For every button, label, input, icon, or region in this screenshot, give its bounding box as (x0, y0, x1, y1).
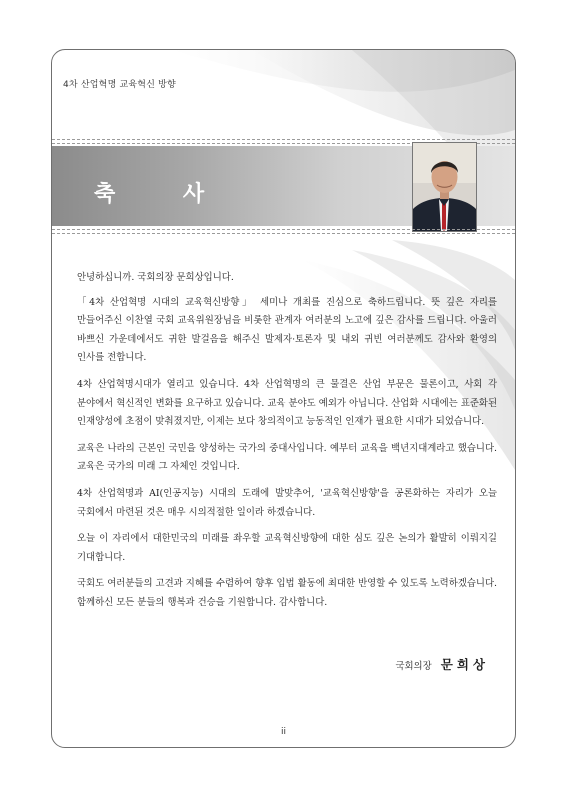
paragraph: 교육은 나라의 근본인 국민을 양성하는 국가의 중대사입니다. 예부터 교육을 백년지대계라고 했습니다. 교육은 국가의 미래 그 자체인 것입니다. (77, 442, 497, 473)
divider (52, 229, 515, 230)
divider (52, 233, 515, 234)
signature (395, 654, 489, 673)
page-frame (51, 49, 516, 748)
paragraph: 4차 산업혁명시대가 열리고 있습니다. 4차 산업혁명의 큰 물결은 산업 부문은 물론이고, 사회 각 분야에서 혁신적인 변화를 요구하고 있습니다. 교육 분야도 예외가 아닙니다. 산업화 시대에는 표준화된 인재양성에 초점이 맞춰졌지만, 이제는 보다 창의적이고 능동적인 인재가 필요한 시대가 되었습니다. (77, 378, 497, 428)
portrait-photo-icon (412, 142, 477, 232)
section-title: 축 사 (94, 182, 235, 207)
paragraph: 「4차 산업혁명 시대의 교육혁신방향」 세미나 개최를 진심으로 축하드립니다. 뜻 깊은 자리를 만들어주신 이찬열 국회 교육위원장님을 비롯한 관계자 여러분의 노고에 깊은 감사를 드립니다. 아울러 바쁘신 가운데에서도 귀한 발걸음을 해주신 발제자·토론자 및 내외 귀빈 여러분께도 감사와 환영의 인사를 전합니다. (77, 296, 497, 364)
paragraph: 국회도 여러분들의 고견과 지혜를 수렴하여 향후 입법 활동에 최대한 반영할 수 있도록 노력하겠습니다. 함께하신 모든 분들의 행복과 건승을 기원합니다. 감사합니다. (77, 578, 497, 608)
signature-role: 국회의장 (395, 661, 432, 672)
divider (52, 139, 515, 140)
page-number: ii (280, 727, 286, 737)
paragraph: 오늘 이 자리에서 대한민국의 미래를 좌우할 교육혁신방향에 대한 심도 깊은 논의가 활발히 이뤄지길 기대합니다. (77, 533, 497, 563)
body-text (77, 269, 497, 621)
running-title: 4차 산업혁명 교육혁신 방향 (63, 80, 176, 90)
paragraph: 4차 산업혁명과 AI(인공지능) 시대의 도래에 발맞추어, '교육혁신방향'을 공론화하는 자리가 오늘 국회에서 마련된 것은 매우 시의적절한 일이라 하겠습니다. (77, 487, 497, 518)
signature-name: 문희상 (440, 657, 489, 672)
paragraph: 안녕하십니까. 국회의장 문희상입니다. (77, 272, 234, 283)
